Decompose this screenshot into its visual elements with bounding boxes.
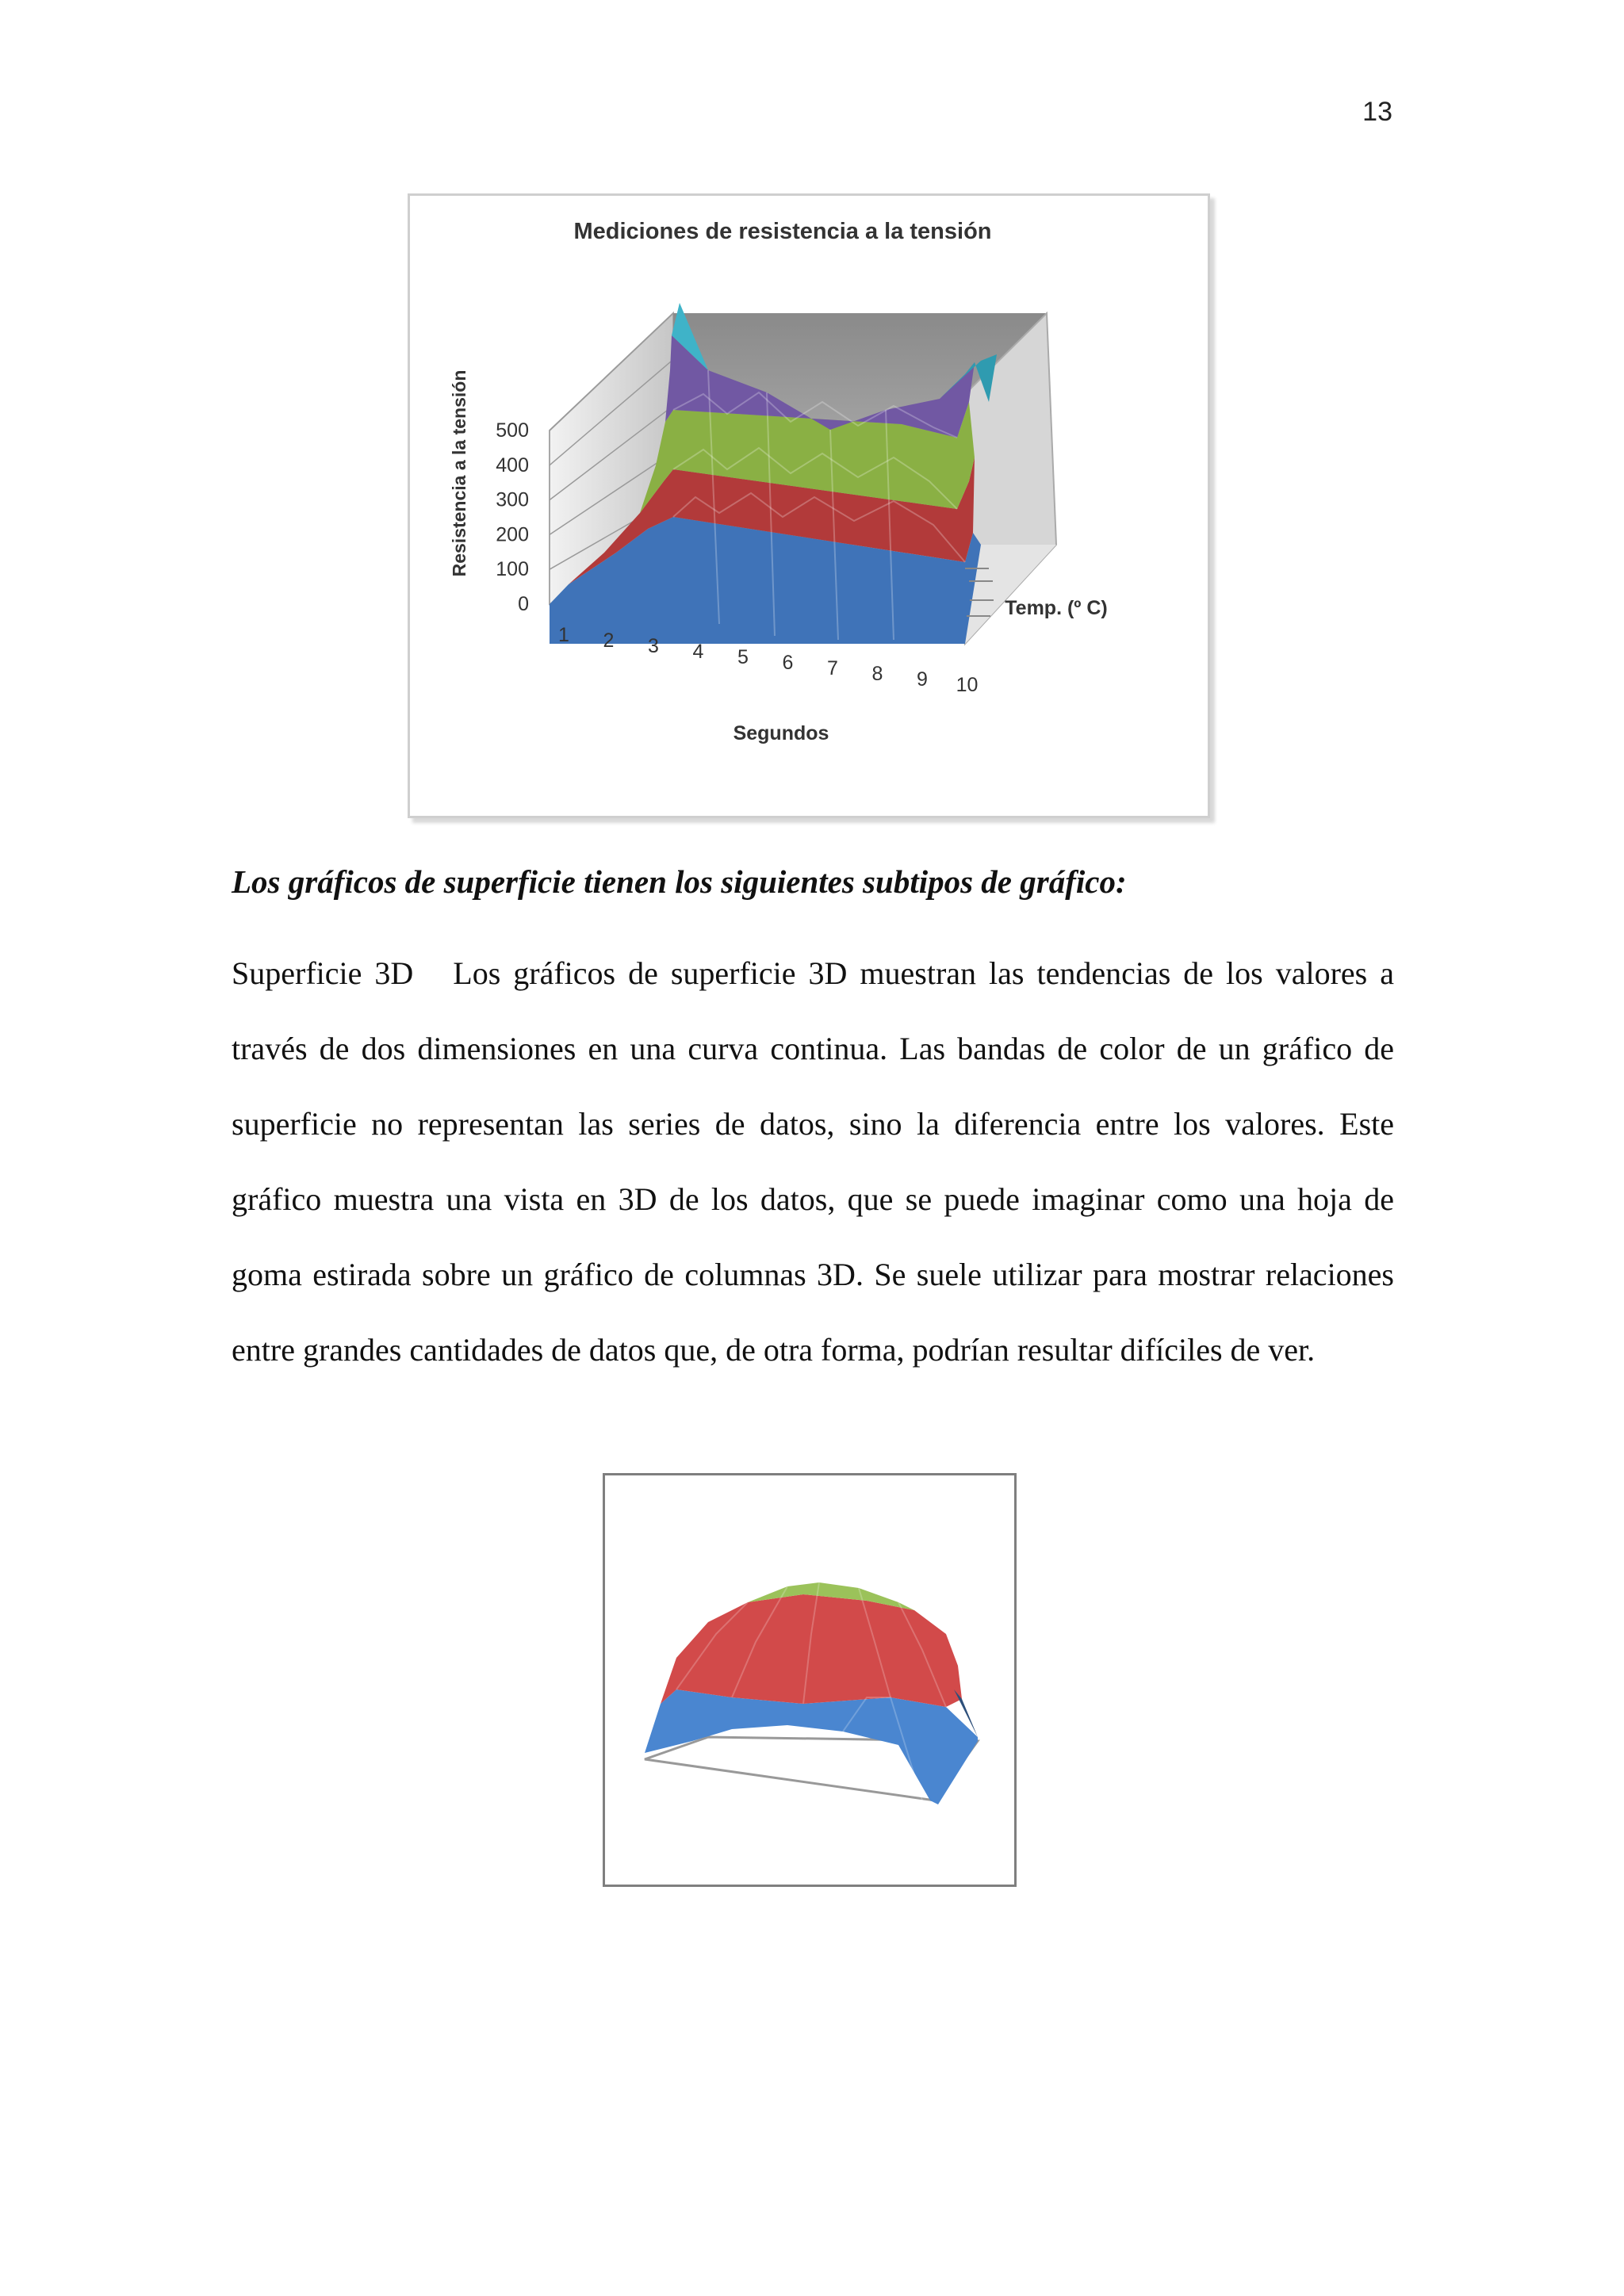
- surface-chart-figure: [408, 193, 1210, 818]
- thumbnail-band-blue: [645, 1689, 978, 1804]
- thumbnail-band-red: [661, 1594, 962, 1707]
- x-tick-label: 10: [956, 674, 979, 696]
- paragraph-text: Los gráficos de superficie 3D muestran las tendencias de los valores a través de dos dimensiones en una curva continua. Las bandas de color de un gráfico de superficie no representan las series de datos, sino la diferencia entre los valores. Este gráfico muestra una vista en 3D de los datos, que se puede imaginar como una hoja de goma estirada sobre un gráfico de columnas 3D. Se suele utilizar para mostrar relaciones entre grandes cantidades de datos que, de otra forma, podrían resultar difíciles de ver.: [232, 955, 1394, 1368]
- x-tick-label: 4: [692, 641, 704, 663]
- x-tick-label: 3: [648, 635, 659, 657]
- surface-3d-thumbnail: [603, 1473, 1017, 1887]
- y-axis-label: Resistencia a la tensión: [449, 369, 469, 577]
- x-tick-label: 7: [827, 657, 838, 679]
- surface-chart: [410, 196, 1208, 816]
- x-tick-label: 5: [737, 646, 749, 668]
- x-tick-label: 6: [782, 652, 794, 674]
- y-axis-ticks: [496, 419, 529, 615]
- y-tick-label: 300: [496, 488, 529, 511]
- x-tick-label: 1: [558, 624, 569, 646]
- surface-3d-thumbnail-graphic: [605, 1475, 1014, 1885]
- y-tick-label: 100: [496, 558, 529, 581]
- y-tick-label: 200: [496, 523, 529, 546]
- x-tick-label: 2: [603, 629, 615, 652]
- y-tick-label: 500: [496, 419, 529, 442]
- paragraph-lead-term: Superficie 3D: [232, 955, 414, 991]
- depth-axis-label: Temp. (º C): [1005, 597, 1108, 619]
- x-axis-label: Segundos: [733, 722, 829, 744]
- chart-title: Mediciones de resistencia a la tensión: [573, 219, 992, 244]
- y-tick-label: 400: [496, 453, 529, 476]
- x-tick-label: 9: [917, 668, 928, 691]
- page-number: 13: [1362, 97, 1392, 127]
- body-paragraph: [232, 936, 1394, 1387]
- y-tick-label: 0: [518, 593, 529, 615]
- x-tick-label: 8: [871, 663, 883, 685]
- section-subheading: Los gráficos de superficie tienen los siguientes subtipos de gráfico:: [232, 863, 1127, 900]
